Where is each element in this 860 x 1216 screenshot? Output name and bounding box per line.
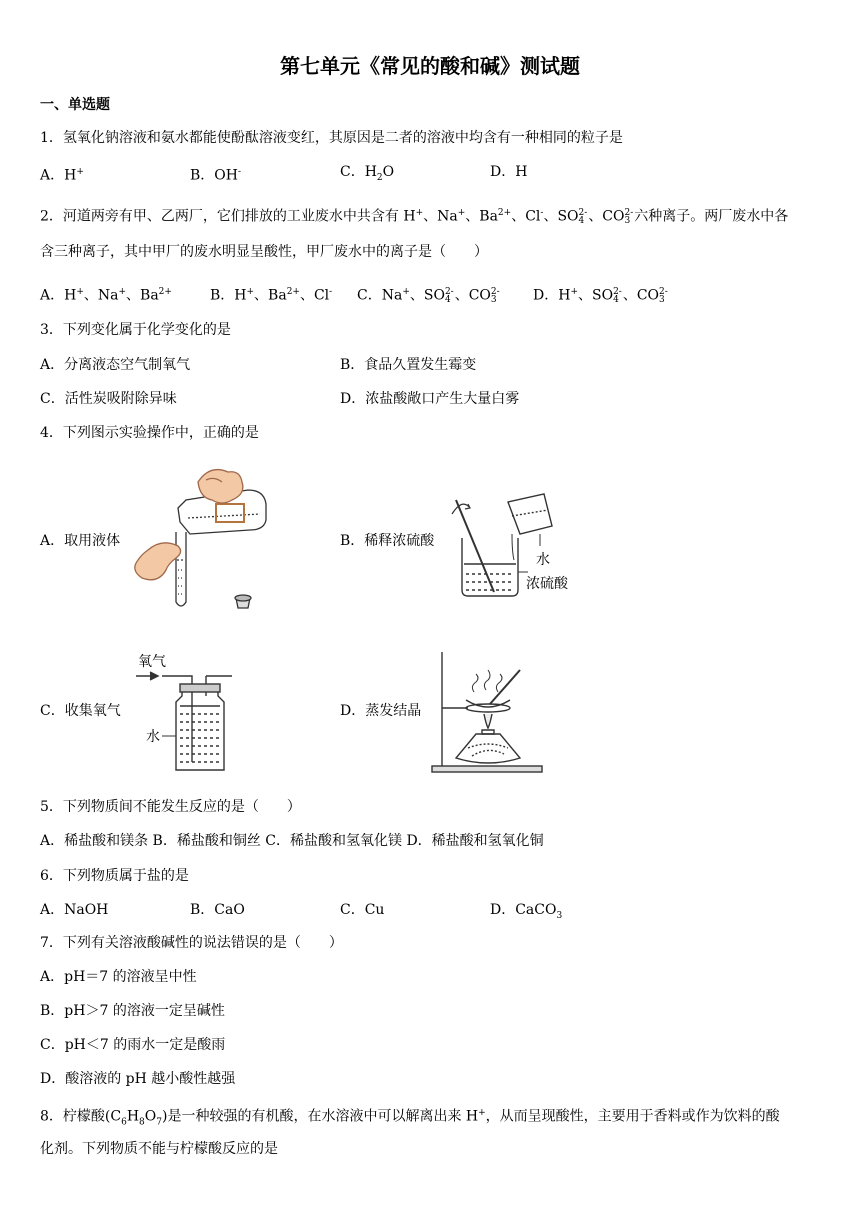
q1-option-d: D．H bbox=[490, 164, 528, 180]
q8-stem-line1: 8．柠檬酸$(C_6H_8O_7)$是一种较强的有机酸，在水溶液中可以解离出来 H+，从而呈现酸性，主要用于香料或作为饮料的酸 bbox=[40, 1108, 780, 1128]
q7-option-a: A．pH＝7 的溶液呈中性 bbox=[40, 969, 197, 985]
q4-option-b: B．稀释浓硫酸 bbox=[340, 533, 435, 549]
q2-option-c: C．Na+、SO 2- 4 、CO 2- 3 bbox=[357, 286, 500, 305]
q2-option-d: D．H+、SO 2- 4 、CO 2- 3 bbox=[533, 286, 668, 305]
pouring-liquid-figure bbox=[128, 460, 278, 610]
q3-option-a: A．分离液态空气制氧气 bbox=[40, 357, 191, 373]
page-title: 第七单元《常见的酸和碱》测试题 bbox=[280, 54, 580, 78]
q3-stem: 3．下列变化属于化学变化的是 bbox=[40, 322, 231, 338]
q4-option-a: A．取用液体 bbox=[40, 533, 121, 549]
q6-option-a: A．NaOH bbox=[40, 902, 109, 918]
q2-stem-line1: 2．河道两旁有甲、乙两厂，它们排放的工业废水中共含有 H+、Na+、$Ba^{2+}$、Cl-、SO 2- 4 、CO 2- 3 六种离子。两厂废水中各 bbox=[40, 207, 789, 226]
oxygen-label: 氧气 bbox=[138, 654, 166, 670]
acid-label: 浓硫酸 bbox=[526, 576, 568, 592]
q8-stem-line2: 化剂。下列物质不能与柠檬酸反应的是 bbox=[40, 1141, 278, 1157]
q1-option-c: C．$H_2O$ bbox=[340, 164, 395, 183]
q1-option-a: A．H+ bbox=[40, 167, 84, 184]
q2-option-a: A．H+、Na+、$Ba^{2+}$ bbox=[40, 287, 172, 304]
q4-option-d: D．蒸发结晶 bbox=[340, 703, 422, 719]
q6-option-c: C．Cu bbox=[340, 902, 385, 918]
q2-stem-line2: 含三种离子，其中甲厂的废水明显呈酸性，甲厂废水中的离子是（ ） bbox=[40, 244, 488, 260]
q4-stem: 4．下列图示实验操作中，正确的是 bbox=[40, 425, 259, 441]
water-label: 水 bbox=[536, 552, 550, 568]
q1-stem: 1．氢氧化钠溶液和氨水都能使酚酞溶液变红，其原因是二者的溶液中均含有一种相同的粒子是 bbox=[40, 130, 623, 146]
q4-option-c: C．收集氧气 bbox=[40, 703, 121, 719]
q6-option-b: B．CaO bbox=[190, 902, 245, 918]
q3-option-b: B．食品久置发生霉变 bbox=[340, 357, 477, 373]
q3-option-c: C．活性炭吸附除异味 bbox=[40, 391, 177, 407]
q6-option-d: D．CaCO$_3$ bbox=[490, 902, 563, 921]
collect-oxygen-figure bbox=[132, 650, 242, 775]
q7-option-b: B．pH＞7 的溶液一定呈碱性 bbox=[40, 1003, 225, 1019]
water-label-c: 水 bbox=[146, 729, 160, 745]
q2-option-b: B．H+、$Ba^{2+}$、Cl- bbox=[210, 287, 333, 304]
evaporation-figure bbox=[428, 648, 548, 776]
q3-option-d: D．浓盐酸敞口产生大量白雾 bbox=[340, 391, 520, 407]
q7-stem: 7．下列有关溶液酸碱性的说法错误的是（ ） bbox=[40, 935, 343, 951]
q7-option-d: D．酸溶液的 pH 越小酸性越强 bbox=[40, 1071, 236, 1087]
section-heading: 一、单选题 bbox=[40, 97, 110, 113]
q1-option-b: B．OH- bbox=[190, 167, 242, 184]
dilute-acid-figure bbox=[448, 490, 578, 602]
q7-option-c: C．pH＜7 的雨水一定是酸雨 bbox=[40, 1037, 226, 1053]
q6-stem: 6．下列物质属于盐的是 bbox=[40, 868, 189, 884]
q5-stem: 5．下列物质间不能发生反应的是（ ） bbox=[40, 799, 301, 815]
q5-options: A．稀盐酸和镁条 B．稀盐酸和铜丝 C．稀盐酸和氢氧化镁 D．稀盐酸和氢氧化铜 bbox=[40, 833, 544, 849]
